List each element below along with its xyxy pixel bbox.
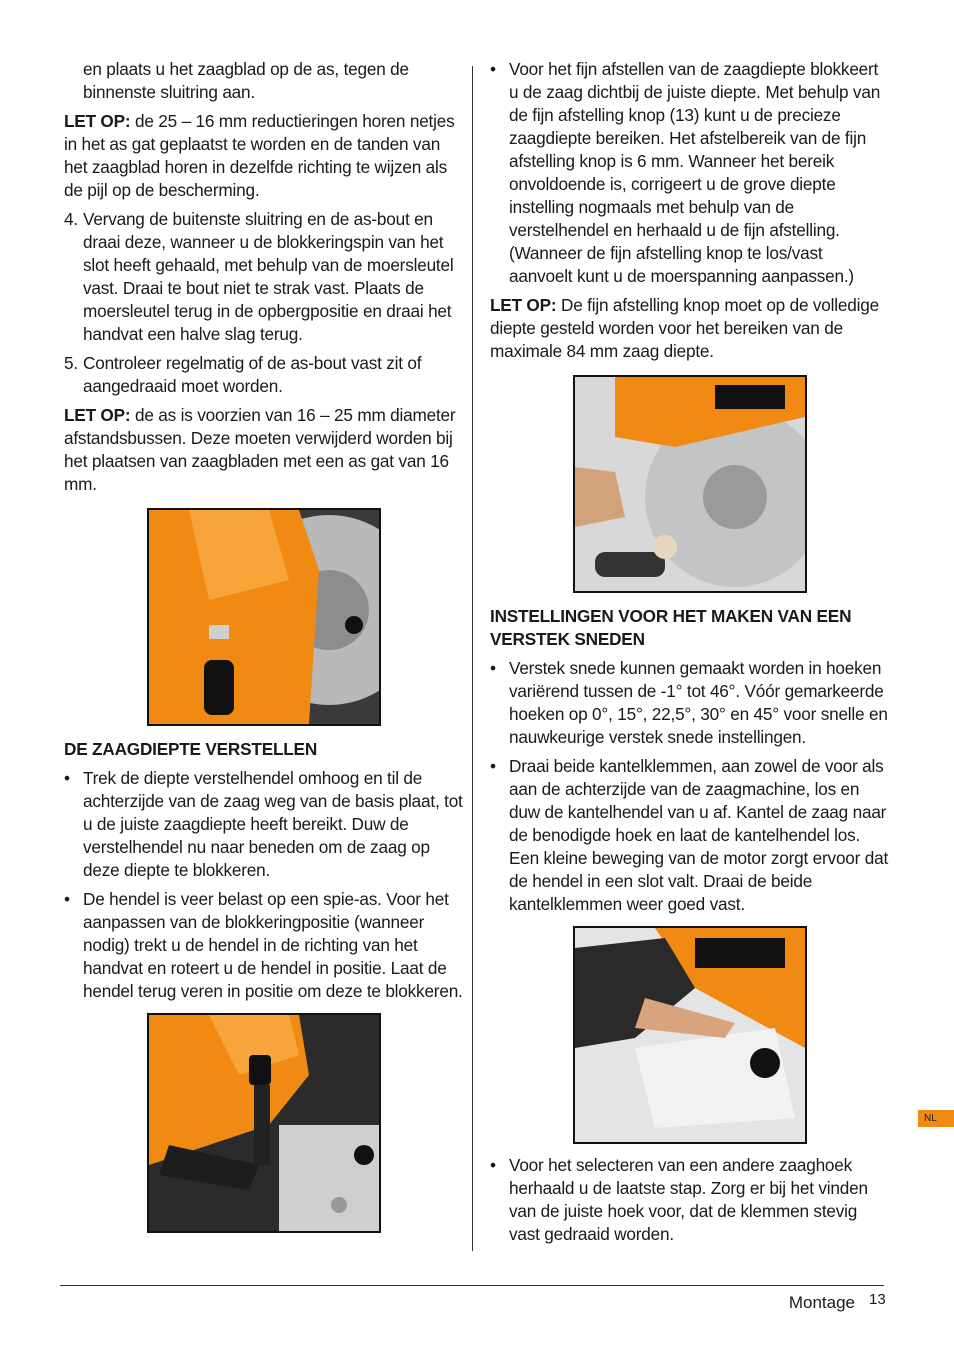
bullet-text: Voor het selecteren van een andere zaaghoek herhaald u de laatste stap. Zorg er bij het vinden van de juiste hoek voor, dat de klemmen stevig vast gedraaid worden. — [509, 1155, 868, 1244]
note-text: de 25 – 16 mm reductieringen horen netjes in het as gat geplaatst te worden en de tanden van het zaagblad horen in dezelfde richting te wijzen als de pijl op de bescherming. — [64, 111, 455, 200]
left-column — [64, 58, 464, 1243]
bullet-glyph: • — [490, 59, 496, 79]
bullet-glyph: • — [490, 1155, 496, 1175]
bullet-glyph: • — [490, 756, 496, 776]
page-number: 13 — [869, 1291, 886, 1308]
bullet-other-angle — [490, 1154, 890, 1246]
bullet-text: De hendel is veer belast op een spie-as. Voor het aanpassen van de blokkeringpositie (wanneer nodig) trekt u de hendel in de richting van het handvat en roteert u de hendel in positie. Laat de hendel terug veren in positie om deze te blokkeren. — [83, 889, 463, 1001]
note-label: LET OP: — [64, 111, 131, 131]
bullet-glyph: • — [64, 768, 70, 788]
column-divider — [472, 66, 473, 1251]
bullet-tilt-clamps — [490, 755, 890, 916]
step-text: Controleer regelmatig of de as-bout vast zit of aangedraaid moet worden. — [83, 353, 422, 396]
photo-fine-adjust-knob — [573, 375, 807, 593]
photo-tilt-clamp — [573, 926, 807, 1144]
footer-rule — [60, 1285, 884, 1286]
bullet-fine-adjust — [490, 58, 890, 288]
step-number: 4. — [64, 209, 78, 229]
bullet-depth-lever — [64, 767, 464, 882]
step-4 — [64, 208, 464, 346]
step-5 — [64, 352, 464, 398]
bullet-text: Voor het fijn afstellen van de zaagdiepte blokkeert u de zaag dichtbij de juiste diepte. Met behulp van de fijn afstelling knop (13) kunt u de precieze zaagdiepte bereiken. Het afstelbereik van de fijn afstelling knop is 6 mm. Wanneer het bereik onvoldoende is, corrigeert u de grove diepte instelling nogmaals met behulp van de verstelhendel en herhaald u de fijn afstelling. (Wanneer de fijn afstelling knop te los/vast aanvoelt kunt u de moerspanning aanpassen.) — [509, 59, 881, 286]
footer-section-title: Montage — [788, 1293, 855, 1312]
note-reduction-rings — [64, 110, 464, 202]
section-heading-bevel: INSTELLINGEN VOOR HET MAKEN VAN EEN VERSTEK SNEDEN — [490, 606, 852, 649]
photo-depth-lever — [147, 1013, 381, 1233]
note-text: De fijn afstelling knop moet op de volledige diepte gesteld worden voor het bereiken van de maximale 84 mm zaag diepte. — [490, 295, 879, 361]
step-text: Vervang de buitenste sluitring en de as-bout en draai deze, wanneer u de blokkeringspin van het slot heeft gehaald, met behulp van de moersleutel vast. Draai te bout niet te strak vast. Plaats de moersleutel terug in de opbergpositie en draai het handvat een halve slag terug. — [83, 209, 454, 344]
bullet-spring-lever — [64, 888, 464, 1003]
step-number: 5. — [64, 353, 78, 373]
note-spacers — [64, 404, 464, 496]
note-label: LET OP: — [64, 405, 131, 425]
bullet-text: Trek de diepte verstelhendel omhoog en til de achterzijde van de zaag weg van de basis plaat, tot u de juiste zaagdiepte heeft bereikt. Duw de verstelhendel nu naar beneden om de zaag op deze diepte te blokkeren. — [83, 768, 463, 880]
section-heading-depth: DE ZAAGDIEPTE VERSTELLEN — [64, 739, 318, 759]
paragraph-continued: en plaats u het zaagblad op de as, tegen de binnenste sluitring aan. — [83, 59, 409, 102]
bullet-bevel-range — [490, 657, 890, 749]
bullet-text: Verstek snede kunnen gemaakt worden in hoeken variërend tussen de -1° tot 46°. Vóór gemarkeerde hoeken op 0°, 15°, 22,5°, 30° en 45° voor snelle en nauwkeurige verstek snede instellingen. — [509, 658, 888, 747]
note-fine-adjust — [490, 294, 890, 363]
language-tab: NL — [918, 1110, 954, 1127]
bullet-text: Draai beide kantelklemmen, aan zowel de voor als aan de achterzijde van de zaagmachine, los en duw de kantelhendel van u af. Kantel de zaag naar de benodigde hoek en laat de kantelhendel los. Een kleine beweging van de motor zorgt ervoor dat de hendel in een slot valt. Draai de beide kantelklemmen weer goed vast. — [509, 756, 889, 914]
photo-saw-blade-guard — [147, 508, 381, 726]
note-label: LET OP: — [490, 295, 557, 315]
right-column — [490, 58, 890, 1252]
note-text: de as is voorzien van 16 – 25 mm diameter afstandsbussen. Deze moeten verwijderd worden bij het plaatsen van zaagbladen met een as gat van 16 mm. — [64, 405, 456, 494]
bullet-glyph: • — [64, 889, 70, 909]
bullet-glyph: • — [490, 658, 496, 678]
